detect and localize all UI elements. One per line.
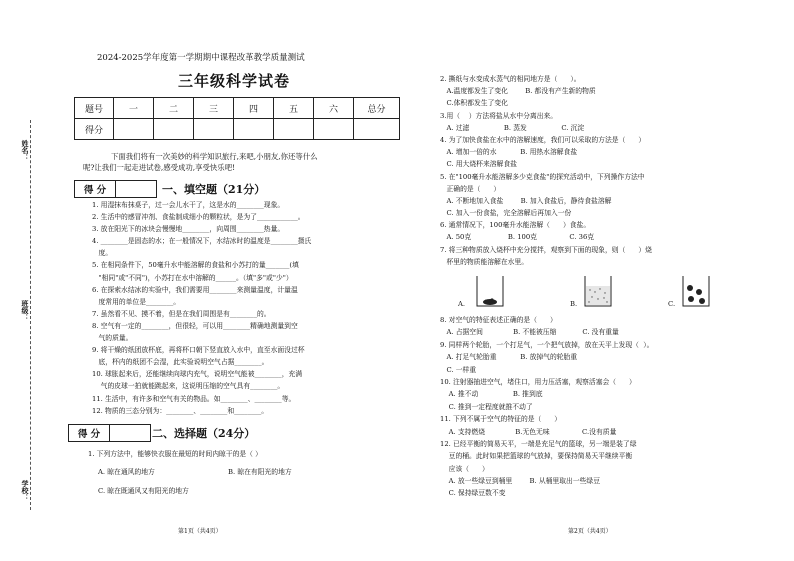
choice-question-line: A. 占据空间 B. 不能被压缩 C. 没有重量 (440, 328, 619, 337)
fill-question-line: 度常用的单位是________。 (92, 297, 181, 306)
choice-question-line: A. 推不动 B. 推到底 (440, 390, 543, 399)
choice-question-line: 5. 在"100毫升水能溶解多少克食盐"的探究活动中，下列操作方法中 (440, 172, 645, 181)
score-cell: 题号 (75, 98, 114, 119)
section1-score-box (74, 180, 157, 198)
choice-question-line: A. 过滤 B. 蒸发 C. 沉淀 (440, 123, 585, 132)
name-label: 姓名： (21, 140, 30, 161)
score-table-row-header (75, 98, 400, 119)
score-input-cell[interactable] (274, 119, 314, 140)
fill-question-list (92, 201, 311, 419)
choice-question-line: C. 一样重 (440, 365, 477, 374)
exam-title: 三年级科学试卷 (178, 72, 291, 90)
score-table-row-score (75, 119, 400, 140)
fill-question-line: 6. 在探索水结冰的实验中，我们需要用________来测量温度，计量温 (92, 285, 298, 294)
fill-question-line: 12. 物质的三态分别为：________、________和________。 (92, 406, 269, 415)
fill-question-line: 8. 空气有一定的________，但很轻，可以用________精确地测量到空 (92, 321, 298, 330)
right-question-list-2 (440, 316, 653, 502)
fill-question-line: 9. 将干燥的纸团放杯底，再将杯口朝下竖直放入水中，直至水面没过杯 (92, 346, 305, 355)
fill-question-line: 4. ________是固态的水；在一般情况下，水结冰时的温度是________摄氏 (92, 237, 312, 246)
choice-question-line: 应该（ ） (440, 464, 489, 473)
score-cell: 一 (114, 98, 154, 119)
beaker-c (683, 276, 709, 306)
fill-question-line: 气的皮球一拍就能跳起来，这说明压缩的空气具有________。 (92, 382, 285, 391)
choice-question-line: 豆的桶。此时如果把篮球的气放掉，要保持简易天平继续平衡 (440, 452, 633, 461)
choice-question-line: 3.用（ ）方法将盐从水中分离出来。 (440, 111, 558, 120)
beaker-option-a[interactable]: A. (458, 300, 466, 308)
choice-1-option-b[interactable]: B. 晾在有阳光的地方 (228, 468, 292, 476)
score-cell: 二 (154, 98, 194, 119)
fill-question-line: 气的质量。 (92, 334, 133, 343)
fill-question-line: 5. 在相同条件下，50毫升水中能溶解的食盐和小苏打的量_______(填 (92, 261, 299, 270)
score-cell: 五 (274, 98, 314, 119)
section2-score-box (68, 424, 151, 442)
footer-page-right: 第2页（共4页） (568, 528, 612, 535)
class-label: 班级： (21, 300, 30, 321)
choice-question-line: 12. 已经平衡的简易天平，一端是充足气的篮球，另一端是装了绿 (440, 439, 637, 448)
fill-question-line: 2. 生活中的感冒冲剂、食盐制成细小的颗粒状，是为了____________。 (92, 213, 305, 222)
fill-question-line: "相同"或"不同")，小苏打在水中溶解的______。（填"多"或"少"） (92, 273, 293, 282)
score-cell: 四 (234, 98, 274, 119)
score-input-cell[interactable] (314, 119, 354, 140)
beaker-option-b[interactable]: B. (570, 300, 578, 308)
fill-question-line: 7. 虽然看不见、摸不着，但是在我们周围是有________的。 (92, 309, 271, 318)
choice-question-line: 4. 为了加快食盐在水中的溶解速度，我们可以采取的方法是（ ） (440, 135, 646, 144)
fill-question-line: 度。 (92, 249, 113, 258)
choice-question-line: 杯里的物质能溶解在水里。 (440, 257, 529, 266)
score-row-label: 得分 (75, 119, 114, 140)
choice-question-line: C. 推到一定程度就推不动了 (440, 402, 533, 411)
section2-title: 二、选择题（24分） (152, 427, 256, 440)
choice-question-line: 6. 通常情况下，100毫升水能溶解（ ）食盐。 (440, 221, 591, 230)
binding-line (30, 120, 31, 510)
score-cell: 总分 (354, 98, 400, 119)
fill-question-line: 3. 放在阳光下的冰块会慢慢地________，向周围________热量。 (92, 225, 285, 234)
choice-question-line: A. 50克 B. 100克 C. 36克 (440, 233, 595, 242)
section2-score-label: 得 分 (77, 429, 101, 440)
choice-question-line: A. 放一些绿豆到桶里 B. 从桶里取出一些绿豆 (440, 477, 601, 486)
section1-score-label: 得 分 (83, 185, 107, 196)
choice-question-line: A. 不断地加入食盐 B. 加入食盐后，静待食盐溶解 (440, 196, 612, 205)
choice-question-line: 7. 将三种物质放入烧杯中充分搅拌，观察到下面的现象，则（ ）烧 (440, 245, 652, 254)
score-table (74, 97, 400, 140)
choice-question-line: 8. 对空气的特征表述正确的是（ ） (440, 316, 557, 324)
choice-question-line: C. 用大烧杯来溶解食盐 (440, 160, 517, 169)
choice-1-option-a[interactable]: A. 晾在通风的地方 (98, 468, 155, 476)
exam-header: 2024-2025学年度第一学期期中课程改革教学质量测试 (97, 53, 305, 63)
school-label: 学校： (21, 480, 30, 501)
choice-question-line: 2. 撕纸与水变成水蒸气的相同地方是（ ）。 (440, 75, 581, 83)
right-question-list (440, 75, 652, 270)
beaker-b (585, 276, 611, 306)
choice-question-line: C. 保持绿豆数不变 (440, 489, 506, 498)
intro-line: 呢?让我们一起走进试卷,感受成功,享受快乐吧! (83, 163, 236, 173)
choice-question-line: 正确的是（ ） (440, 184, 501, 193)
score-input-cell[interactable] (154, 119, 194, 140)
score-input-cell[interactable] (194, 119, 234, 140)
choice-question-line: C.体积都发生了变化 (440, 99, 508, 108)
beaker-a (477, 276, 503, 306)
beaker-option-c[interactable]: C. (668, 300, 676, 308)
score-input-cell[interactable] (234, 119, 274, 140)
fill-question-line: 11. 生活中，有许多和空气有关的物品。如________、________等。 (92, 394, 296, 403)
beaker-figure (455, 272, 785, 312)
intro-text (83, 151, 418, 174)
intro-line: 下面我们将有一次美妙的科学知识旅行,来吧,小朋友,你还等什么 (111, 152, 318, 161)
footer-page-left: 第1页（共4页） (178, 528, 222, 535)
score-cell: 六 (314, 98, 354, 119)
score-input-cell[interactable] (354, 119, 400, 140)
fill-question-line: 底，杯内的纸团不会湿，此实验说明空气占据________。 (92, 358, 269, 367)
choice-question-line: A.温度都发生了变化 B. 都没有产生新的物质 (440, 87, 596, 96)
score-input-cell[interactable] (114, 119, 154, 140)
section1-score-cell[interactable] (115, 181, 156, 197)
choice-question-line: 9. 同样两个轮胎，一个打足气，一个把气放掉，放在天平上发现（ ）。 (440, 340, 654, 349)
choice-question-1: 1. 下列方法中，能够快衣服在最短的时间内晾干的是（ ） (88, 450, 262, 458)
fill-question-line: 10. 球胀起来后，还能继续向球内充气，说明空气能被________，充满 (92, 370, 303, 379)
choice-question-line: A. 打足气轮胎重 B. 放掉气的轮胎重 (440, 353, 578, 362)
score-cell: 三 (194, 98, 234, 119)
choice-1-option-c[interactable]: C. 晾在既通风又有阳光的地方 (98, 487, 189, 495)
choice-question-line: A. 增加一倍的水 B. 用热水溶解食盐 (440, 148, 578, 157)
choice-question-line: A. 支持燃烧 B.无色无味 C.没有质量 (440, 427, 617, 436)
section2-score-cell[interactable] (109, 425, 150, 441)
choice-question-line: 11. 下列不属于空气的特征的是（ ） (440, 415, 562, 424)
fill-question-line: 1. 用湿抹布抹桌子，过一会儿水干了，这是水的________现象。 (92, 201, 285, 209)
choice-question-line: 10. 注射器抽进空气，堵住口，用力压活塞，观察活塞会（ ） (440, 377, 636, 386)
section1-title: 一、填空题（21分） (162, 183, 266, 196)
choice-question-line: C. 加入一份食盐，完全溶解后再加入一份 (440, 209, 572, 218)
